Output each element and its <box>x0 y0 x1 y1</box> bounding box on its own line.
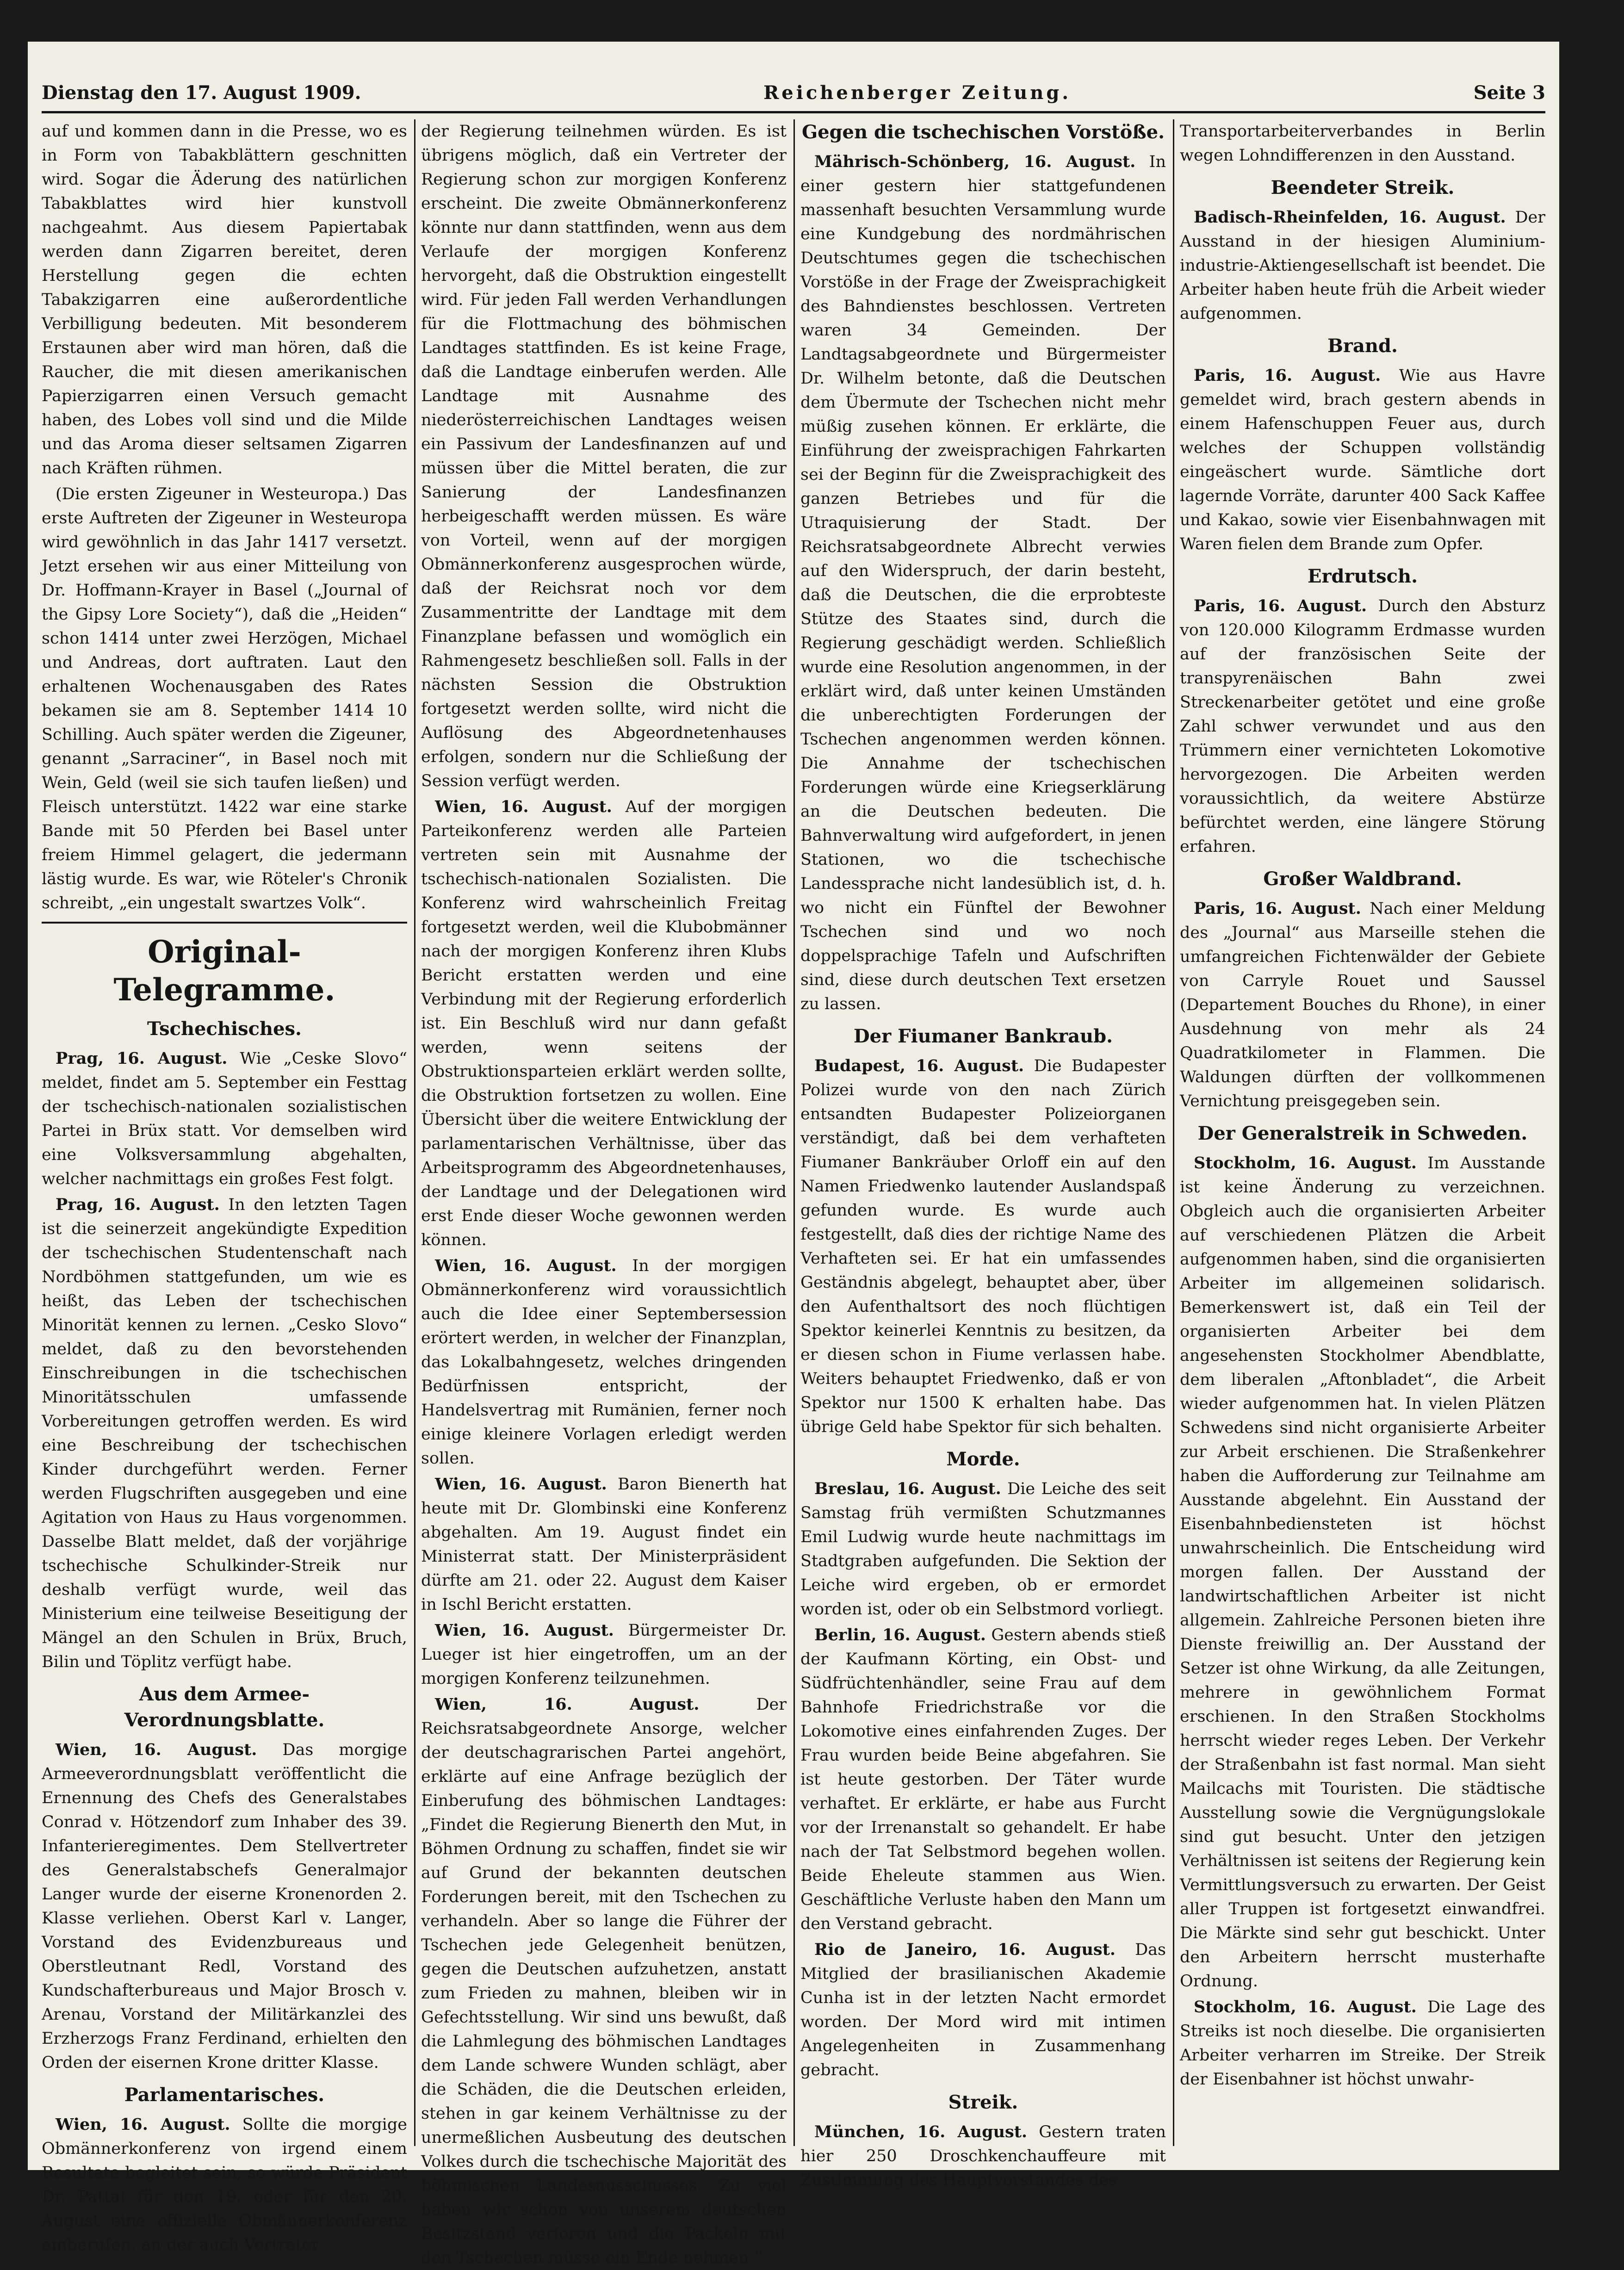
dateline: Mährisch-Schönberg, 16. August. <box>814 152 1136 171</box>
article-heading: Tschechisches. <box>147 1018 302 1040</box>
dateline: Stockholm, 16. August. <box>1194 1997 1417 2016</box>
header-rule <box>42 111 1545 113</box>
dateline: Paris, 16. August. <box>1194 596 1367 615</box>
column-divider <box>414 119 415 2146</box>
article-text: In den letzten Tagen ist die seinerzeit angekündigte Expedition der tschechischen Studentenschaft nach Nordböhmen stattgefunden, um wie es heißt, das Leben der tschechischen Minorität kennen zu lernen. „Cesko Slovo“ meldet, daß zu den bevorstehenden Einschreibungen in die tschechischen Minoritätsschulen umfassende Vorbereitungen getroffen werden. Es wird eine Beschreibung der tschechischen Kinder durchgeführt werden. Ferner werden Flugschriften ausgegeben und eine Agitation von Haus zu Haus vorgenommen. Dasselbe Blatt meldet, daß der vorjährige tschechische Schulkinder-Streik nur deshalb verfügt wurde, weil das Ministerium eine teilweise Beseitigung der Mängel an den Schulen in Brüx, Bruch, Bilin und Töplitz verfügt habe. <box>42 1196 407 1671</box>
dateline: München, 16. August. <box>814 2122 1028 2141</box>
article-text: Durch den Absturz von 120.000 Kilogramm Erdmasse wurden auf der französischen Seite der transpyrenäischen Bahn zwei Streckenarbeiter getötet und eine große Zahl schwer verwundet und aus den Trümmern einer vernichteten Lokomotive hervorgezogen. Die Arbeiten werden voraussichtlich, da weitere Abstürze befürchtet werden, eine längere Störung erfahren. <box>1180 597 1545 856</box>
dateline: Wien, 16. August. <box>435 1695 700 1714</box>
article-text: Baron Bienerth hat heute mit Dr. Glombinski eine Konferenz abgehalten. Am 19. August findet ein Ministerrat statt. Der Ministerpräsident dürfte am 21. oder 22. August dem Kaiser in Ischl Bericht erstatten. <box>421 1475 787 1614</box>
article-text: Die Budapester Polizei wurde von den nach Zürich entsandten Budapester Polizeiorganen verständigt, daß bei dem verhafteten Fiumaner Bankräuber Orloff ein auf den Namen Friedwenko lautender Auslandspaß gefunden wurde. Es wurde auch festgestellt, daß dies der richtige Name des Verhafteten sei. Er hat ein umfassendes Geständnis abgelegt, behauptet aber, über den Aufenthaltsort des noch flüchtigen Spektor keinerlei Kenntnis zu besitzen, da er diesen schon in Fiume verlassen habe. Weiters behauptet Friedwenko, daß er von Spektor nur 1500 K erhalten habe. Das übrige Geld habe Spektor für sich behalten. <box>800 1057 1166 1436</box>
article-heading: Großer Waldbrand. <box>1263 868 1462 890</box>
column-1 <box>42 119 407 2254</box>
article-text: In einer gestern hier stattgefundenen massenhaft besuchten Versammlung wurde eine Kundgebung des nordmährischen Deutschtumes gegen die tschechischen Vorstöße in der Frage der Zweisprachigkeit des Bahndienstes beschlossen. Vertreten waren 34 Gemeinden. Der Landtagsabgeordnete und Bürgermeister Dr. Wilhelm betonte, daß die Deutschen dem Übermute der Tschechen nicht mehr müßig zusehen können. Er erklärte, die Einführung der zweisprachigen Fahrkarten sei der Beginn für die Zweisprachigkeit des ganzen Betriebes und für die Utraquisierung der Stadt. Der Reichsratsabgeordnete Albrecht verwies auf den Widerspruch, der darin besteht, daß die Deutschen, die die erprobteste Stütze des Staates sind, durch die Regierung geschädigt werden. Schließlich wurde eine Resolution angenommen, in der erklärt wird, daß unter keinen Umständen die unberechtigten Forderungen der Tschechen angenommen werden können. Die Annahme der tschechischen Forderungen würde eine Kriegserklärung an die Deutschen bedeuten. Die Bahnverwaltung wird aufgefordert, in jenen Stationen, wo die tschechische Landessprache nicht landesüblich ist, d. h. wo nicht ein Fünftel der Bewohner Tschechen sind und wo noch doppelsprachige Tafeln und Aufschriften sind, diese durch deutschen Text ersetzen zu lassen. <box>800 153 1166 1013</box>
issue-date: Dienstag den 17. August 1909. <box>42 81 361 104</box>
article-text: Gestern abends stieß der Kaufmann Körting, ein Obst- und Südfrüchtenhändler, seine Frau auf dem Bahnhofe Friedrichstraße vor die Lokomotive eines einfahrenden Zuges. Der Frau wurden beide Beine abgefahren. Sie ist heute gestorben. Der Täter wurde verhaftet. Er erklärte, er habe aus Furcht vor der Irrenanstalt so gehandelt. Er habe nach der Tat Selbstmord begehen wollen. Beide Eheleute stammen aus Wien. Geschäftliche Verluste haben den Mann um den Verstand gebracht. <box>800 1626 1166 1933</box>
column-3 <box>800 119 1166 2189</box>
article-text: auf und kommen dann in die Presse, wo es in Form von Tabakblättern geschnitten wird. Sogar die Äderung des natürlichen Tabakblattes wird hier kunstvoll nachgeahmt. Aus diesem Papiertabak werden dann Zigarren bereitet, deren Herstellung gegen die echten Tabakzigarren eine außerordentliche Verbilligung bedeuten. Mit besonderem Erstaunen aber wird man hören, daß die Raucher, die mit diesen amerikanischen Papierzigarren einen Versuch gemacht haben, des Lobes voll sind und die Milde und das Aroma dieser seltsamen Zigarren nach Kräften rühmen. <box>42 122 407 478</box>
article-text: Die Leiche des seit Samstag früh vermißten Schutzmannes Emil Ludwig wurde heute nachmittags im Stadtgraben aufgefunden. Die Sektion der Leiche wird ergeben, ob er ermordet worden ist, oder ob ein Selbstmord vorliegt. <box>800 1480 1166 1619</box>
article-text: Das Mitglied der brasilianischen Akademie Cunha ist in der letzten Nacht ermordet worden. Der Mord wird mit intimen Angelegenheiten in Zusammenhang gebracht. <box>800 1941 1166 2079</box>
article-text: Sollte die morgige Obmännerkonferenz von irgend einem Resultate begleitet sein, so würde Präsident Dr. Pattai für den 19. oder für den 20. August eine offizielle Obmännerkonferenz einberufen, an der auch Vertreter <box>42 2115 407 2254</box>
section-rule <box>42 922 407 924</box>
dateline: Paris, 16. August. <box>1194 366 1381 385</box>
dateline: Paris, 16. August. <box>1194 899 1361 918</box>
running-header <box>42 76 1545 109</box>
dateline: Badisch-Rheinfelden, 16. August. <box>1194 208 1506 227</box>
article-text: Im Ausstande ist keine Änderung zu verzeichnen. Obgleich auch die organisierten Arbeiter auf verschiedenen Plätzen die Arbeit aufgenommen haben, sind die organisierten Arbeiter im allgemeinen solidarisch. Bemerkenswert ist, daß ein Teil der organisierten Arbeiter bei dem angesehensten Stockholmer Abendblatte, dem liberalen „Aftonbladet“, die Arbeit wieder aufgenommen hat. In vielen Plätzen Schwedens sind nicht organisierte Arbeiter zur Arbeit erschienen. Die Straßenkehrer haben die Aufforderung zur Teilnahme am Ausstande abgelehnt. Ein Ausstand der Eisenbahnbediensteten ist höchst unwahrscheinlich. Die Entscheidung wird morgen fallen. Der Ausstand der landwirtschaftlichen Arbeiter ist nicht allgemein. Zahlreiche Personen bieten ihre Dienste freiwillig an. Der Ausstand der Setzer ist ohne Wirkung, da alle Zeitungen, mehrere in gewöhnlichem Format erschienen. In den Straßen Stockholms herrscht wieder reges Leben. Der Verkehr der Straßenbahn ist fast normal. Man sieht Mailcachs mit Touristen. Die städtische Ausstellung sowie die Vergnügungslokale sind gut besucht. Unter den jetzigen Verhältnissen ist seitens der Regierung kein Vermittlungsversuch zu erwarten. Der Geist aller Truppen ist fortgesetzt einwandfrei. Die Märkte sind sehr gut beschickt. Unter den Arbeitern herrscht musterhafte Ordnung. <box>1180 1154 1545 1991</box>
article-heading: Gegen die tschechischen Vorstöße. <box>801 121 1165 143</box>
article-text: Der Reichsratsabgeordnete Ansorge, welcher der deutschagrarischen Partei angehört, erklärte auf eine Anfrage bezüglich der Einberufung des böhmischen Landtages: „Findet die Regierung Bienerth den Mut, in Böhmen Ordnung zu schaffen, findet sie wir auf Grund der bekannten deutschen Forderungen bereit, mit den Tschechen zu verhandeln. Aber so lange die Führer der Tschechen jede Gelegenheit benützen, gegen die Deutschen aufzuhetzen, anstatt zum Frieden zu mahnen, bleiben wir in Gefechtsstellung. Wir sind uns bewußt, daß die Lahmlegung des böhmischen Landtages dem Lande schwere Wunden schlägt, aber die Schäden, die die Deutschen erleiden, stehen in gar keinem Verhältnisse zu der unermeßlichen Ausbeutung des deutschen Volkes durch die tschechische Majorität des böhmischen Landesausschusses. Zu viel haben wir schon von unserem deutschen Besitzstand verloren und die Packeln mit den Tschechen müsse ein Ende nehmen.“ <box>421 1695 787 2267</box>
article-text: In der morgigen Obmännerkonferenz wird voraussichtlich auch die Idee einer Septembersession erörtert werden, in welcher der Finanzplan, das Lokalbahngesetz, welches dringenden Bedürfnissen entspricht, der Handelsvertrag mit Rumänien, ferner noch einige kleinere Vorlagen erledigt werden sollen. <box>421 1257 787 1468</box>
article-heading: Streik. <box>948 2091 1018 2113</box>
article-text: (Die ersten Zigeuner in Westeuropa.) Das erste Auftreten der Zigeuner in Westeuropa wird gewöhnlich in das Jahr 1417 versetzt. Jetzt ersehen wir aus einer Mitteilung von Dr. Hoffmann-Krayer in Basel („Journal of the Gipsy Lore Society“), daß die „Heiden“ schon 1414 unter zwei Herzögen, Michael und Andreas, dort auftraten. Laut den erhaltenen Wochenausgaben des Rates bekamen sie am 8. September 1414 10 Schilling. Auch später werden die Zigeuner, genannt „Sarraciner“, in Basel noch mit Wein, Geld (weil sie sich taufen ließen) und Fleisch unterstützt. 1422 war eine starke Bande mit 50 Pferden bei Basel unter freiem Himmel gelagert, die jedermann lästig wurde. Es war, wie Röteler's Chronik schreibt, „ein ungestalt swartzes Volk“. <box>42 485 407 912</box>
dateline: Rio de Janeiro, 16. August. <box>814 1940 1116 1959</box>
column-2 <box>421 119 787 2267</box>
article-heading: Der Generalstreik in Schweden. <box>1197 1123 1528 1144</box>
dateline: Wien, 16. August. <box>435 1256 617 1275</box>
dateline: Prag, 16. August. <box>56 1049 228 1068</box>
dateline: Berlin, 16. August. <box>814 1625 986 1644</box>
article-heading: Morde. <box>946 1448 1020 1470</box>
dateline: Prag, 16. August. <box>56 1195 220 1214</box>
dateline: Breslau, 16. August. <box>814 1479 1001 1498</box>
dateline: Wien, 16. August. <box>56 2115 230 2134</box>
dateline: Wien, 16. August. <box>56 1740 257 1759</box>
article-heading: Brand. <box>1327 335 1398 357</box>
column-divider <box>793 119 795 2146</box>
article-text: Wie „Ceske Slovo“ meldet, findet am 5. September ein Festtag der tschechisch-nationalen sozialistischen Partei in Brüx statt. Vor demselben wird eine Volksversammlung abgehalten, welcher nachmittags ein großes Fest folgt. <box>42 1049 407 1188</box>
article-text: Bürgermeister Dr. Lueger ist hier eingetroffen, um an der morgigen Konferenz teilzunehmen. <box>421 1621 787 1688</box>
article-heading: Beendeter Streik. <box>1271 177 1455 198</box>
article-text: Die Lage des Streiks ist noch dieselbe. Die organisierten Arbeiter verharren im Streike. Der Streik der Eisenbahner ist höchst unwahr- <box>1180 1998 1545 2089</box>
article-text: Wie aus Havre gemeldet wird, brach gestern abends in einem Hafenschuppen Feuer aus, durch welches der Schuppen vollständig eingeäschert wurde. Sämtliche dort lagernde Vorräte, darunter 400 Sack Kaffee und Kakao, sowie vier Eisenbahnwagen mit Waren fielen dem Brande zum Opfer. <box>1180 366 1545 553</box>
article-text: Der Ausstand in der hiesigen Aluminium-industrie-Aktiengesellschaft ist beendet. Die Arbeiter haben heute früh die Arbeit wieder aufgenommen. <box>1180 208 1545 323</box>
newspaper-page <box>28 42 1559 2267</box>
dateline: Wien, 16. August. <box>435 797 612 816</box>
dateline: Wien, 16. August. <box>435 1621 614 1640</box>
column-4 <box>1180 119 1545 2146</box>
article-text: der Regierung teilnehmen würden. Es ist übrigens möglich, daß ein Vertreter der Regierung schon zur morgigen Konferenz erscheint. Die zweite Obmännerkonferenz könnte nur dann stattfinden, wenn aus dem Verlaufe der morgigen Konferenz hervorgeht, daß die Obstruktion eingestellt wird. Für jeden Fall werden Verhandlungen für die Flottmachung des böhmischen Landtages stattfinden. Es ist keine Frage, daß die Landtage einberufen werden. Alle Landtage mit Ausnahme des niederösterreichischen Landtages weisen ein Passivum der Landesfinanzen auf und müssen über die Mittel beraten, die zur Sanierung der Landesfinanzen herbeigeschafft werden müssen. Es wäre von Vorteil, wenn auf der morgigen Obmännerkonferenz ausgesprochen würde, daß der Reichsrat noch vor dem Zusammentritte der Landtage mit dem Finanzplane befassen und womöglich ein Rahmengesetz beschließen soll. Falls in der nächsten Session die Obstruktion fortgesetzt werden sollte, wird nicht die Auflösung des Abgeordnetenhauses erfolgen, sondern nur die Schließung der Session verfügt werden. <box>421 122 787 790</box>
page-number: Seite 3 <box>1473 81 1545 104</box>
article-text: Nach einer Meldung des „Journal“ aus Marseille stehen die umfangreichen Fichtenwälder der Gebiete von Carryle Rouet und Saussel (Departement Bouches du Rhone), in einer Ausdehnung von mehr als 24 Quadratkilometer in Flammen. Die Waldungen dürften der vollkommenen Vernichtung preisgegeben sein. <box>1180 899 1545 1110</box>
dateline: Budapest, 16. August. <box>814 1056 1024 1075</box>
article-heading: Aus dem Armee-Verordnungsblatte. <box>124 1683 325 1731</box>
dateline: Wien, 16. August. <box>435 1475 607 1494</box>
article-text: Das morgige Armeeverordnungsblatt veröffentlicht die Ernennung des Chefs des Generalstabes Conrad v. Hötzendorf zum Inhaber des 39. Infanterieregimentes. Dem Stellvertreter des Generalstabschefs Generalmajor Langer wurde der eiserne Kronenorden 2. Klasse verliehen. Oberst Karl v. Langer, Vorstand des Evidenzbureaus und Oberstleutnant Redl, Vorstand des Kundschafterbureaus und Major Brosch v. Arenau, Vorstand der Militärkanzlei des Erzherzogs Franz Ferdinand, erhielten den Orden der eisernen Krone dritter Klasse. <box>42 1741 407 2072</box>
article-heading: Parlamentarisches. <box>124 2084 325 2106</box>
article-text: Transportarbeiterverbandes in Berlin wegen Lohndifferenzen in den Ausstand. <box>1180 122 1545 165</box>
column-divider <box>1173 119 1174 2146</box>
article-text: Auf der morgigen Parteikonferenz werden alle Parteien vertreten sein mit Ausnahme der tschechisch-nationalen Sozialisten. Die Konferenz wird wahrscheinlich Freitag fortgesetzt werden, weil die Klubobmänner nach der morgigen Konferenz ihren Klubs Bericht erstatten werden und eine Verbindung mit der Regierung erforderlich ist. Ein Beschluß wird nur dann gefaßt werden, wenn seitens der Obstruktionsparteien erklärt werden sollte, die Obstruktion fortsetzen zu wollen. Eine Übersicht über die weitere Entwicklung der parlamentarischen Verhältnisse, über das Arbeitsprogramm des Abgeordnetenhauses, der Landtage und der Delegationen wird erst Ende dieser Woche gewonnen werden können. <box>421 798 787 1249</box>
article-heading: Erdrutsch. <box>1307 565 1418 587</box>
dateline: Stockholm, 16. August. <box>1194 1154 1417 1172</box>
article-heading: Der Fiumaner Bankraub. <box>853 1025 1113 1047</box>
article-text: Gestern traten hier 250 Droschkenchauffeure mit Zustimmung des Hauptvorstandes des <box>800 2123 1166 2189</box>
newspaper-title: Reichenberger Zeitung. <box>763 81 1072 104</box>
section-title: Original-Telegramme. <box>113 934 335 1008</box>
